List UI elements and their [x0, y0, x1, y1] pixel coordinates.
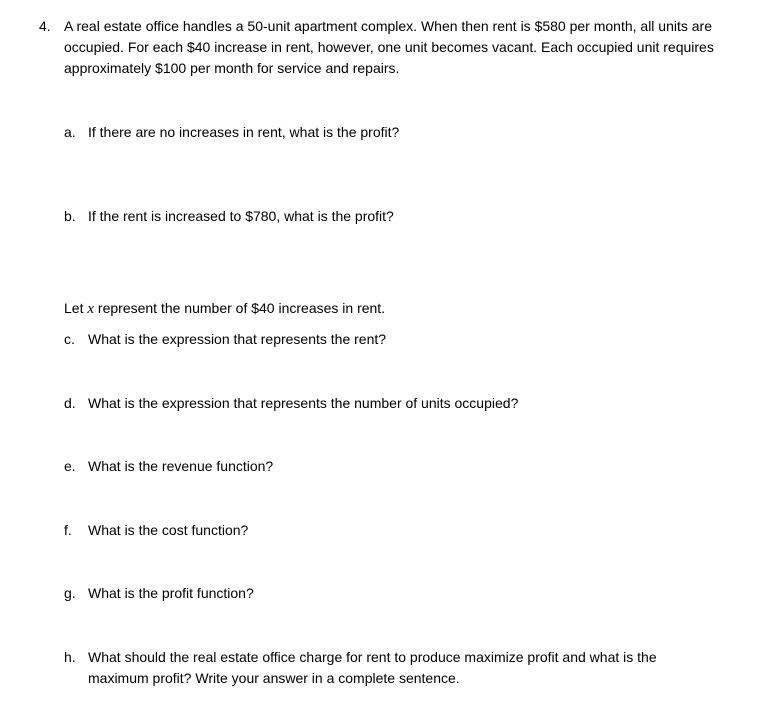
- intro-before: Let: [64, 300, 88, 316]
- question-text: What is the expression that represents the rent?: [88, 331, 387, 347]
- question-text: If there are no increases in rent, what is the profit?: [88, 124, 400, 140]
- question-letter: a.: [64, 124, 76, 140]
- question-text: What should the real estate office charge for rent to produce maximize profit and what is the maximum profit? Write your answer in a complete sentence.: [88, 649, 657, 686]
- variable-definition: [64, 298, 385, 320]
- question-letter: f.: [64, 522, 72, 538]
- variable-x: x: [87, 301, 95, 317]
- question-letter: c.: [64, 331, 75, 347]
- question-letter: h.: [64, 649, 76, 665]
- question-letter: e.: [64, 458, 76, 474]
- question-text: What is the profit function?: [88, 585, 254, 601]
- question-text: What is the expression that represents the number of units occupied?: [88, 395, 519, 411]
- question-letter: b.: [64, 208, 76, 224]
- question-text: What is the revenue function?: [88, 458, 274, 474]
- question-text: If the rent is increased to $780, what is the profit?: [88, 208, 394, 224]
- question-letter: d.: [64, 395, 76, 411]
- question-text: What is the cost function?: [88, 522, 249, 538]
- question-letter: g.: [64, 585, 76, 601]
- intro-after: represent the number of $40 increases in rent.: [94, 300, 386, 316]
- problem-statement: A real estate office handles a 50-unit apartment complex. When then rent is $580 per month, all units are occupied. For each $40 increase in rent, however, one unit becomes vacant. Each occupied unit requires approximately $100 per month for service and repairs.: [64, 18, 714, 76]
- problem-number: 4.: [39, 18, 51, 34]
